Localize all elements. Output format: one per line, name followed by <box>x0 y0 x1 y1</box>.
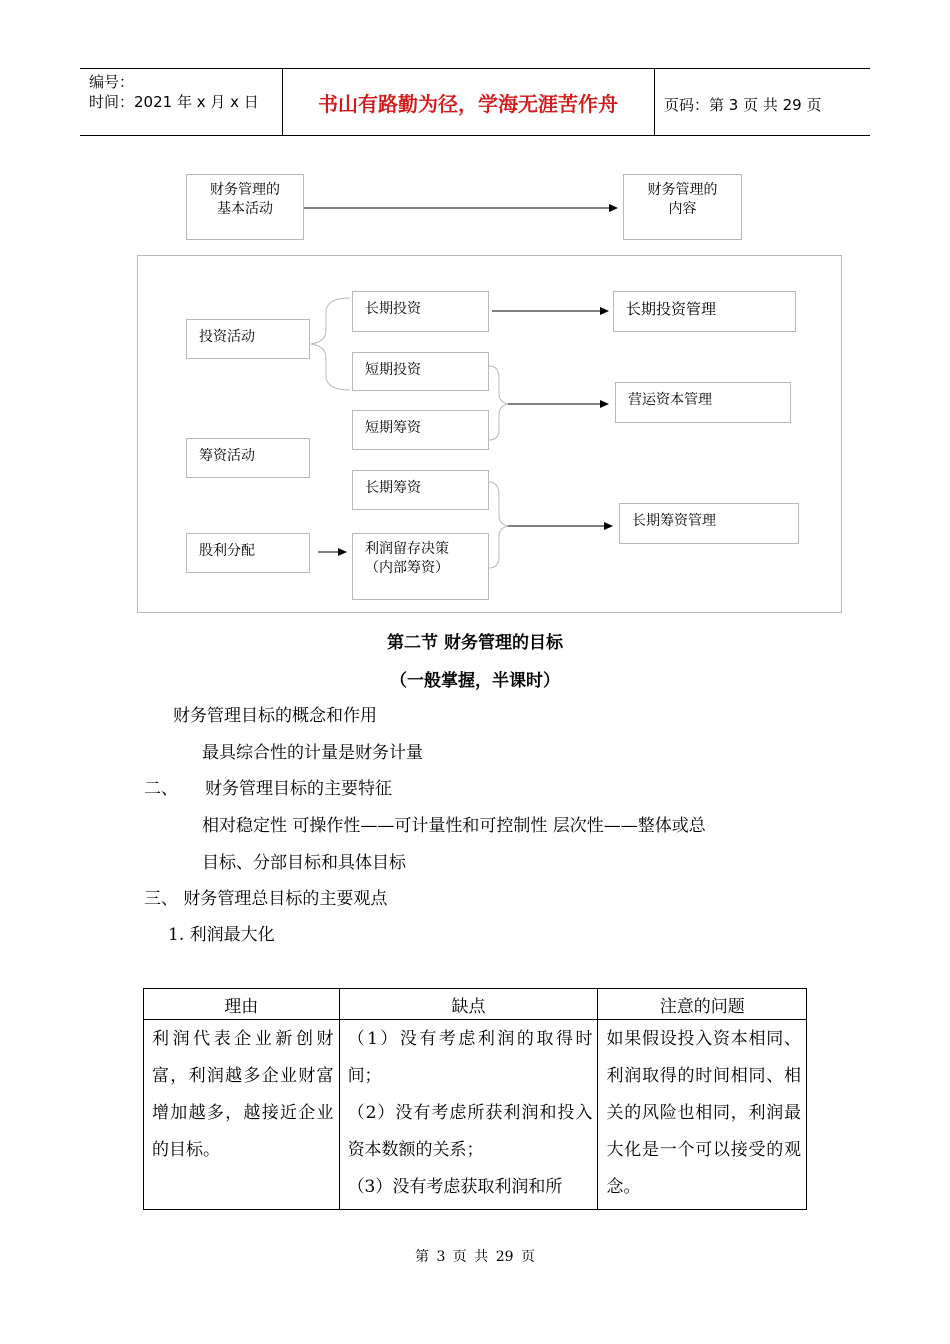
long-finance-label: 长期筹资 <box>365 480 421 496</box>
short-brace <box>489 366 508 440</box>
basic-activities-line2: 基本活动 <box>217 201 273 217</box>
notes-cell: 如果假设投入资本相同、利润取得的时间相同、相关的风险也相同，利润最大化是一个可以接受的观念。 <box>598 1020 807 1210</box>
doc-time-label: 时间：2021 年 x 月 x 日 <box>89 93 259 111</box>
paragraph-heading-3: 三、 财务管理总目标的主要观点 <box>144 889 388 909</box>
content-line2: 内容 <box>668 201 697 217</box>
invest-activity-label: 投资活动 <box>199 329 255 345</box>
long-invest-label: 长期投资 <box>365 301 421 317</box>
section-title: 第二节 财务管理的目标 <box>387 633 563 653</box>
header-page-indicator: 页码：第 3 页 共 29 页 <box>664 96 822 114</box>
page-footer: 第 3 页 共 29 页 <box>415 1249 535 1265</box>
profit-max-table <box>143 988 807 1210</box>
defect-1: （1）没有考虑利润的取得时间； <box>347 1029 593 1086</box>
content-line1: 财务管理的 <box>647 182 718 198</box>
table-header-row <box>144 989 807 1020</box>
finance-activity-label: 筹资活动 <box>199 448 255 464</box>
paragraph-profit-max: 1. 利润最大化 <box>168 925 275 945</box>
retain-line1: 利润留存决策 <box>365 541 449 557</box>
col-defects-header: 缺点 <box>339 989 598 1020</box>
invest-brace <box>311 298 350 390</box>
col-reason-header: 理由 <box>144 989 340 1020</box>
section-subtitle: （一般掌握，半课时） <box>390 671 560 691</box>
dividend-activity-label: 股利分配 <box>199 543 255 559</box>
retain-line2: （内部筹资） <box>365 560 449 576</box>
basic-activities-line1: 财务管理的 <box>210 182 280 198</box>
paragraph-heading-2-num: 二、 <box>144 779 178 799</box>
long-finance-brace <box>489 482 508 568</box>
header-motto: 书山有路勤为径，学海无涯苦作舟 <box>318 92 618 116</box>
long-finance-mgmt-label: 长期筹资管理 <box>632 513 716 529</box>
paragraph-heading-2: 财务管理目标的主要特征 <box>205 779 392 799</box>
col-notes-header: 注意的问题 <box>598 989 807 1020</box>
short-finance-label: 短期筹资 <box>365 420 421 436</box>
defect-3: （3）没有考虑获取利润和所 <box>347 1177 563 1197</box>
reason-cell: 利润代表企业新创财富，利润越多企业财富增加越多，越接近企业的目标。 <box>144 1020 340 1210</box>
table-row <box>144 1020 807 1210</box>
paragraph-features-1: 相对稳定性 可操作性——可计量性和可控制性 层次性——整体或总 <box>202 816 706 836</box>
long-invest-mgmt-label: 长期投资管理 <box>626 300 717 318</box>
working-capital-mgmt-label: 营运资本管理 <box>628 392 712 408</box>
paragraph-measure: 最具综合性的计量是财务计量 <box>202 743 423 763</box>
short-invest-label: 短期投资 <box>365 362 421 378</box>
defects-cell <box>339 1020 598 1210</box>
paragraph-concept: 财务管理目标的概念和作用 <box>173 706 377 726</box>
paragraph-features-2: 目标、分部目标和具体目标 <box>202 853 406 873</box>
doc-number-label: 编号： <box>89 73 135 91</box>
defect-2: （2）没有考虑所获利润和投入资本数额的关系； <box>347 1103 593 1160</box>
